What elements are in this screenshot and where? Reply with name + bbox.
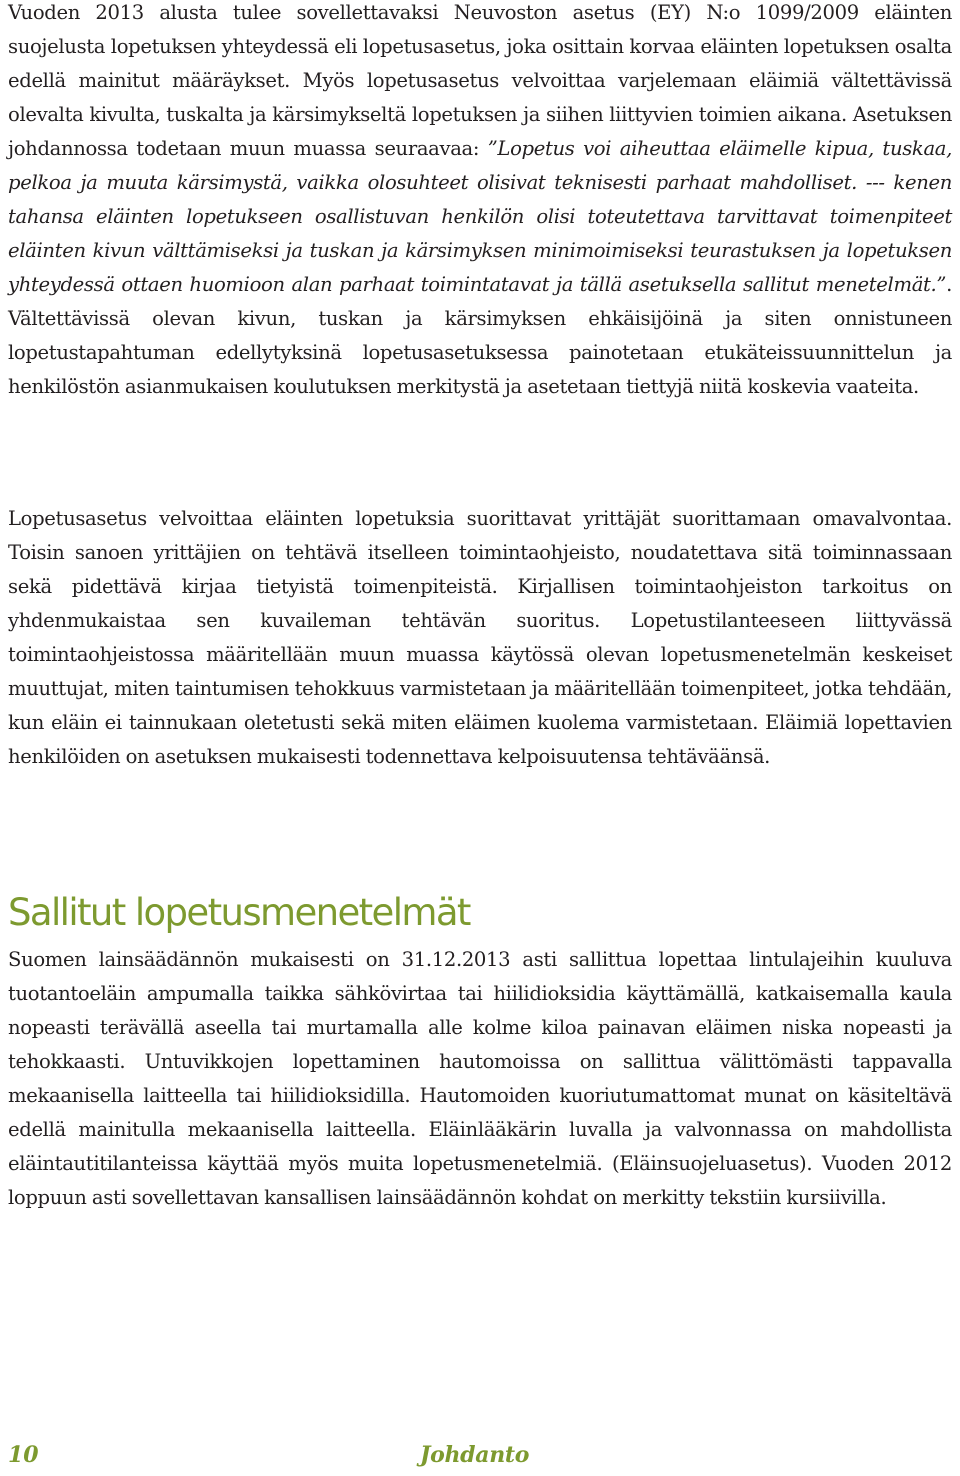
page-footer: [8, 1442, 952, 1476]
intro-paragraph: [8, 0, 952, 404]
regulation-quote: ”Lopetus voi aiheuttaa eläimelle kipua, tuskaa, pelkoa ja muuta kärsimystä, vaikka olosuhteet olisivat teknisesti parhaat mahdolliset. --- kenen tahansa eläinten lopetukseen osallistuvan henkilön olisi toteutettava tarvittavat toimenpiteet eläinten kivun välttämiseksi ja tuskan ja kärsimyksen minimoimiseksi teurastuksen ja lopetuksen yhteydessä ottaen huomioon alan parhaat toimintatavat ja tällä asetuksella sallitut menetelmät.”: [8, 137, 952, 296]
section-paragraph: Suomen lainsäädännön mukaisesti on 31.12.2013 asti sallittua lopettaa lintulajeihin kuuluva tuotantoeläin ampumalla taikka sähkövirtaa tai hiilidioksidia käyttämällä, katkaisemalla kaula nopeasti terävällä aseella tai murtamalla alle kolme kiloa painavan eläimen niska nopeasti ja tehokkaasti. Untuvikkojen lopettaminen hautomoissa on sallittua välittömästi tappavalla mekaanisella laitteella tai hiilidioksidilla. Hautomoiden kuoriutumattomat munat on käsiteltävä edellä mainitulla mekaanisella laitteella. Eläinlääkärin luvalla ja valvonnassa on mahdollista eläintautitilanteissa käyttää myös muita lopetusmenetelmiä. (Eläinsuojeluasetus). Vuoden 2012 loppuun asti sovellettavan kansallisen lainsäädännön kohdat on merkitty tekstiin kursiivilla.: [8, 948, 952, 1209]
document-page: [8, 0, 952, 1476]
page-number: 10: [8, 1442, 39, 1468]
section-heading: Sallitut lopetusmenetelmät: [8, 891, 470, 934]
intro-text: Vuoden 2013 alusta tulee sovellettavaksi Neuvoston asetus (EY) N:o 1099/2009 eläinten suojelusta lopetuksen yhteydessä eli lopetusasetus, joka osittain korvaa eläinten lopetuksen osalta edellä mainitut määräykset. Myös lopetusasetus velvoittaa varjelemaan eläimiä vältettävissä olevalta kivulta, tuskalta ja kärsimykseltä lopetuksen ja siihen liittyvien toimien aikana. Asetuksen johdannossa todetaan muun muassa seuraavaa:: [8, 1, 952, 160]
footer-section-name: Johdanto: [420, 1442, 530, 1468]
intro-text-continued: . Vältettävissä olevan kivun, tuskan ja kärsimyksen ehkäisijöinä ja siten onnistuneen lopetustapahtuman edellytyksinä lopetusasetuksessa painotetaan etukäteissuunnittelun ja henkilöstön asianmukaisen koulutuksen merkitystä ja asetetaan tiettyjä niitä koskevia vaateita.: [8, 273, 952, 398]
self-monitoring-paragraph: Lopetusasetus velvoittaa eläinten lopetuksia suorittavat yrittäjät suorittamaan omavalvontaa. Toisin sanoen yrittäjien on tehtävä itselleen toimintaohjeisto, noudatettava sitä toiminnassaan sekä pidettävä kirjaa tietyistä toimenpiteistä. Kirjallisen toimintaohjeiston tarkoitus on yhdenmukaistaa sen kuvaileman tehtävän suoritus. Lopetustilanteeseen liittyvässä toimintaohjeistossa määritellään muun muassa käytössä olevan lopetusmenetelmän keskeiset muuttujat, miten taintumisen tehokkuus varmistetaan ja määritellään toimenpiteet, jotka tehdään, kun eläin ei tainnukaan oletetusti sekä miten eläimen kuolema varmistetaan. Eläimiä lopettavien henkilöiden on asetuksen mukaisesti todennettava kelpoisuutensa tehtäväänsä.: [8, 507, 952, 768]
